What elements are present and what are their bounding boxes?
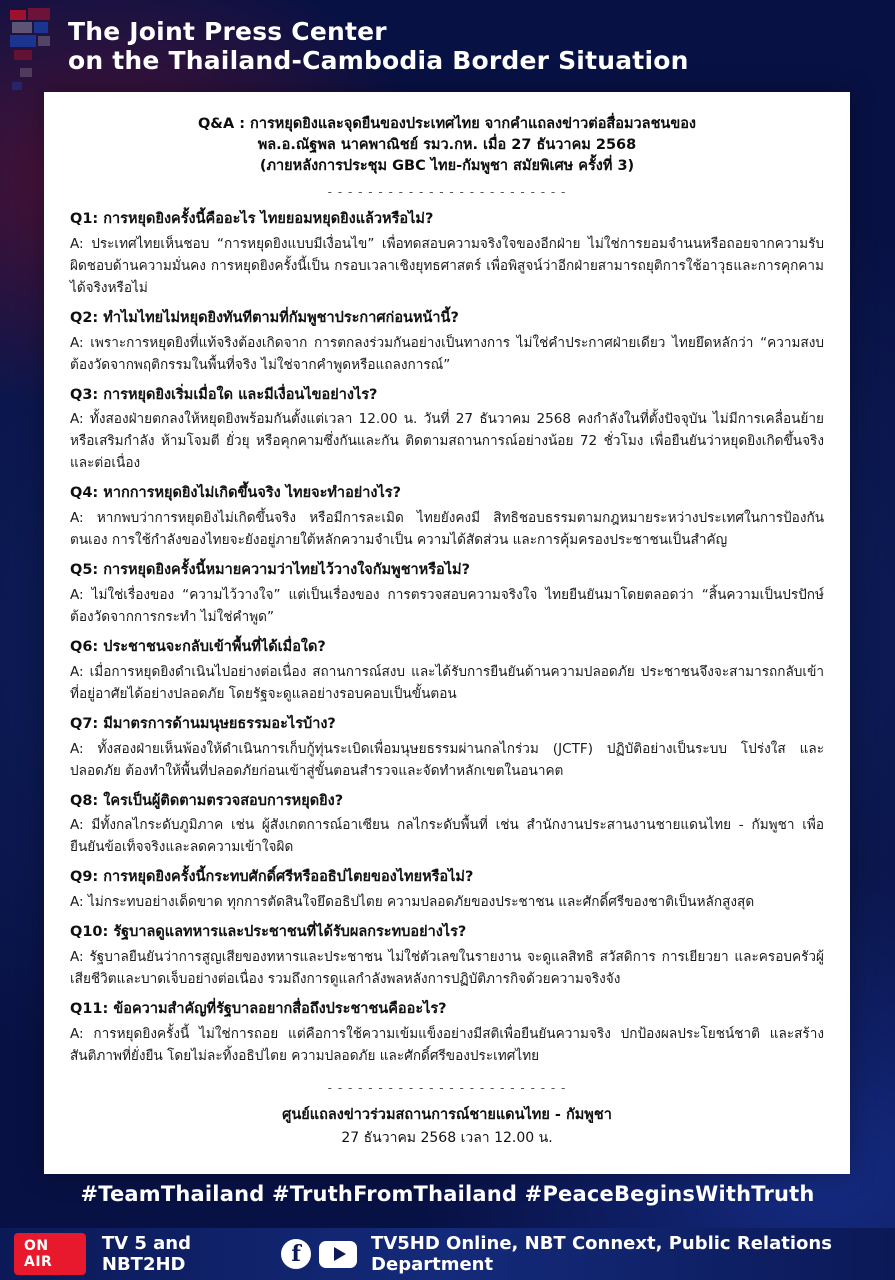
qa-item <box>70 867 824 913</box>
qa-question: Q3: การหยุดยิงเริ่มเมื่อใด และมีเงื่อนไขอย่างไร? <box>70 386 378 403</box>
on-air-badge: ON AIR <box>14 1233 86 1275</box>
qa-answer: A: ทั้งสองฝ่ายตกลงให้หยุดยิงพร้อมกันตั้งแต่เวลา 12.00 น. วันที่ 27 ธันวาคม 2568 คงกำลังในที่ตั้งปัจจุบัน ไม่มีการเคลื่อนย้ายหรือเสริมกำลัง ห้ามโจมตี ยั่วยุ หรือคุกคามซึ่งกันและกัน ติดตามสถานการณ์อย่างน้อย 72 ชั่วโมง เพื่อยืนยันว่าหยุดยิงเกิดขึ้นจริงและต่อเนื่อง <box>70 411 824 472</box>
footer-date: 27 ธันวาคม 2568 เวลา 12.00 น. <box>341 1130 553 1147</box>
bottom-bar <box>0 1228 895 1280</box>
qa-answer: A: รัฐบาลยืนยันว่าการสูญเสียของทหารและประชาชน ไม่ใช่ตัวเลขในรายงาน จะดูแลสิทธิ สวัสดิการ การเยียวยา และครอบครัวผู้เสียชีวิตและบาดเจ็บอย่างต่อเนื่อง รวมถึงการดูแลกำลังพลหลังการปฏิบัติภารกิจด้วยความจริงจัง <box>70 948 824 987</box>
qa-answer: A: ประเทศไทยเห็นชอบ “การหยุดยิงแบบมีเงื่อนไข” เพื่อทดสอบความจริงใจของอีกฝ่าย ไม่ใช่การยอมจำนนหรือถอยจากความรับผิดชอบด้านความมั่นคง การหยุดยิงครั้งนี้เป็น กรอบเวลาเชิงยุทธศาสตร์ เพื่อพิสูจน์ว่าอีกฝ่ายสามารถยุติการใช้อาวุธและการคุกคามได้จริงหรือไม่ <box>70 235 824 296</box>
qa-item <box>70 560 824 628</box>
qa-answer: A: มีทั้งกลไกระดับภูมิภาค เช่น ผู้สังเกตการณ์อาเซียน กลไกระดับพื้นที่ เช่น สำนักงานประสานงานชายแดนไทย - กัมพูชา เพื่อยืนยันข้อเท็จจริงและลดความเข้าใจผิด <box>70 817 824 856</box>
document-title-line-2: พล.อ.ณัฐพล นาคพาณิชย์ รมว.กห. เมื่อ 27 ธันวาคม 2568 <box>257 137 637 154</box>
qa-answer: A: เพราะการหยุดยิงที่แท้จริงต้องเกิดจาก การตกลงร่วมกันอย่างเป็นทางการ ไม่ใช่คำประกาศฝ่ายเดียว ไทยยึดหลักว่า “ความสงบต้องวัดจากพฤติกรรมในพื้นที่จริง ไม่ใช่จากคำพูดหรือแถลงการณ์” <box>70 334 824 373</box>
qa-item <box>70 714 824 782</box>
qa-item <box>70 637 824 705</box>
qa-question: Q11: ข้อความสำคัญที่รัฐบาลอยากสื่อถึงประชาชนคืออะไร? <box>70 1000 447 1017</box>
qa-question: Q2: ทำไมไทยไม่หยุดยิงทันทีตามที่กัมพูชาประกาศก่อนหน้านี้? <box>70 309 459 326</box>
header <box>0 0 895 92</box>
broadcast-channels: TV 5 and NBT2HD <box>101 1233 191 1275</box>
footer-organization: ศูนย์แถลงข่าวร่วมสถานการณ์ชายแดนไทย - กัมพูชา <box>282 1106 612 1123</box>
social-icons <box>281 1239 357 1269</box>
online-outlets: TV5HD Online, NBT Connext, Public Relations Department <box>371 1233 832 1275</box>
document-card <box>44 92 850 1174</box>
title-divider: - - - - - - - - - - - - - - - - - - - - - - - - <box>327 185 567 200</box>
hashtags: #TeamThailand #TruthFromThailand #PeaceBeginsWithTruth <box>80 1182 815 1206</box>
qa-item <box>70 209 824 299</box>
header-line-1: The Joint Press Center <box>68 16 387 46</box>
qa-answer: A: เมื่อการหยุดยิงดำเนินไปอย่างต่อเนื่อง สถานการณ์สงบ และได้รับการยืนยันด้านความปลอดภัย ประชาชนจึงจะสามารถกลับเข้าที่อยู่อาศัยได้อย่างปลอดภัย โดยรัฐจะดูแลอย่างรอบคอบเป็นขั้นตอน <box>70 663 824 702</box>
qa-answer: A: หากพบว่าการหยุดยิงไม่เกิดขึ้นจริง หรือมีการละเมิด ไทยยังคงมี สิทธิชอบธรรมตามกฎหมายระหว่างประเทศในการป้องกันตนเอง การใช้กำลังของไทยจะยังอยู่ภายใต้หลักความจำเป็น ความได้สัดส่วน และการคุ้มครองประชาชนเป็นสำคัญ <box>70 510 824 549</box>
qa-item <box>70 999 824 1067</box>
qa-item <box>70 922 824 990</box>
qa-question: Q10: รัฐบาลดูแลทหารและประชาชนที่ได้รับผลกระทบอย่างไร? <box>70 924 467 941</box>
header-line-2: on the Thailand-Cambodia Border Situation <box>68 46 689 75</box>
document-title-block <box>70 114 824 177</box>
qa-question: Q9: การหยุดยิงครั้งนี้กระทบศักดิ์ศรีหรืออธิปไตยของไทยหรือไม่? <box>70 869 474 886</box>
qa-item <box>70 385 824 475</box>
youtube-icon[interactable] <box>319 1241 357 1268</box>
qa-question: Q1: การหยุดยิงครั้งนี้คืออะไร ไทยยอมหยุดยิงแล้วหรือไม่? <box>70 211 434 228</box>
document-title-line-3: (ภายหลังการประชุม GBC ไทย-กัมพูชา สมัยพิเศษ ครั้งที่ 3) <box>259 158 635 175</box>
qa-question: Q5: การหยุดยิงครั้งนี้หมายความว่าไทยไว้วางใจกัมพูชาหรือไม่? <box>70 562 470 579</box>
facebook-icon[interactable]: f <box>281 1239 311 1269</box>
qa-answer: A: การหยุดยิงครั้งนี้ ไม่ใช่การถอย แต่คือการใช้ความเข้มแข็งอย่างมีสติเพื่อยืนยันความจริง ปกป้องผลประโยชน์ชาติ และสร้างสันติภาพที่ยั่งยืน โดยไม่ละทิ้งอธิปไตย ความปลอดภัย และศักดิ์ศรีของประเทศไทย <box>70 1025 824 1064</box>
qa-answer: A: ไม่ใช่เรื่องของ “ความไว้วางใจ” แต่เป็นเรื่องของ การตรวจสอบความจริงใจ ไทยยืนยันมาโดยตลอดว่า “สิ้นความเป็นปรปักษ์ ต้องวัดจากการกระทำ ไม่ใช่คำพูด” <box>70 586 824 625</box>
qa-item <box>70 791 824 859</box>
qa-answer: A: ทั้งสองฝ่ายเห็นพ้องให้ดำเนินการเก็บกู้ทุ่นระเบิดเพื่อมนุษยธรรมผ่านกลไกร่วม (JCTF) ปฏิบัติอย่างเป็นระบบ โปร่งใส และปลอดภัย ต้องทำให้พื้นที่ปลอดภัยก่อนเข้าสู่ขั้นตอนสำรวจและจัดทำหลักเขตในอนาคต <box>70 740 824 779</box>
document-title-line-1: Q&A : การหยุดยิงและจุดยืนของประเทศไทย จากคำแถลงข่าวต่อสื่อมวลชนของ <box>197 116 697 132</box>
qa-item <box>70 483 824 551</box>
qa-question: Q6: ประชาชนจะกลับเข้าพื้นที่ได้เมื่อใด? <box>70 638 326 655</box>
footer-divider: - - - - - - - - - - - - - - - - - - - - - - - - <box>327 1080 567 1095</box>
qa-list <box>70 209 824 1067</box>
qa-question: Q4: หากการหยุดยิงไม่เกิดขึ้นจริง ไทยจะทำอย่างไร? <box>70 485 401 502</box>
qa-item <box>70 308 824 376</box>
qa-question: Q7: มีมาตรการด้านมนุษยธรรมอะไรบ้าง? <box>70 715 336 732</box>
qa-question: Q8: ใครเป็นผู้ติดตามตรวจสอบการหยุดยิง? <box>70 792 344 809</box>
document-footer <box>70 1081 824 1151</box>
qa-answer: A: ไม่กระทบอย่างเด็ดขาด ทุกการตัดสินใจยึดอธิปไตย ความปลอดภัยของประชาชน และศักดิ์ศรีของชาติเป็นหลักสูงสุด <box>70 894 755 911</box>
